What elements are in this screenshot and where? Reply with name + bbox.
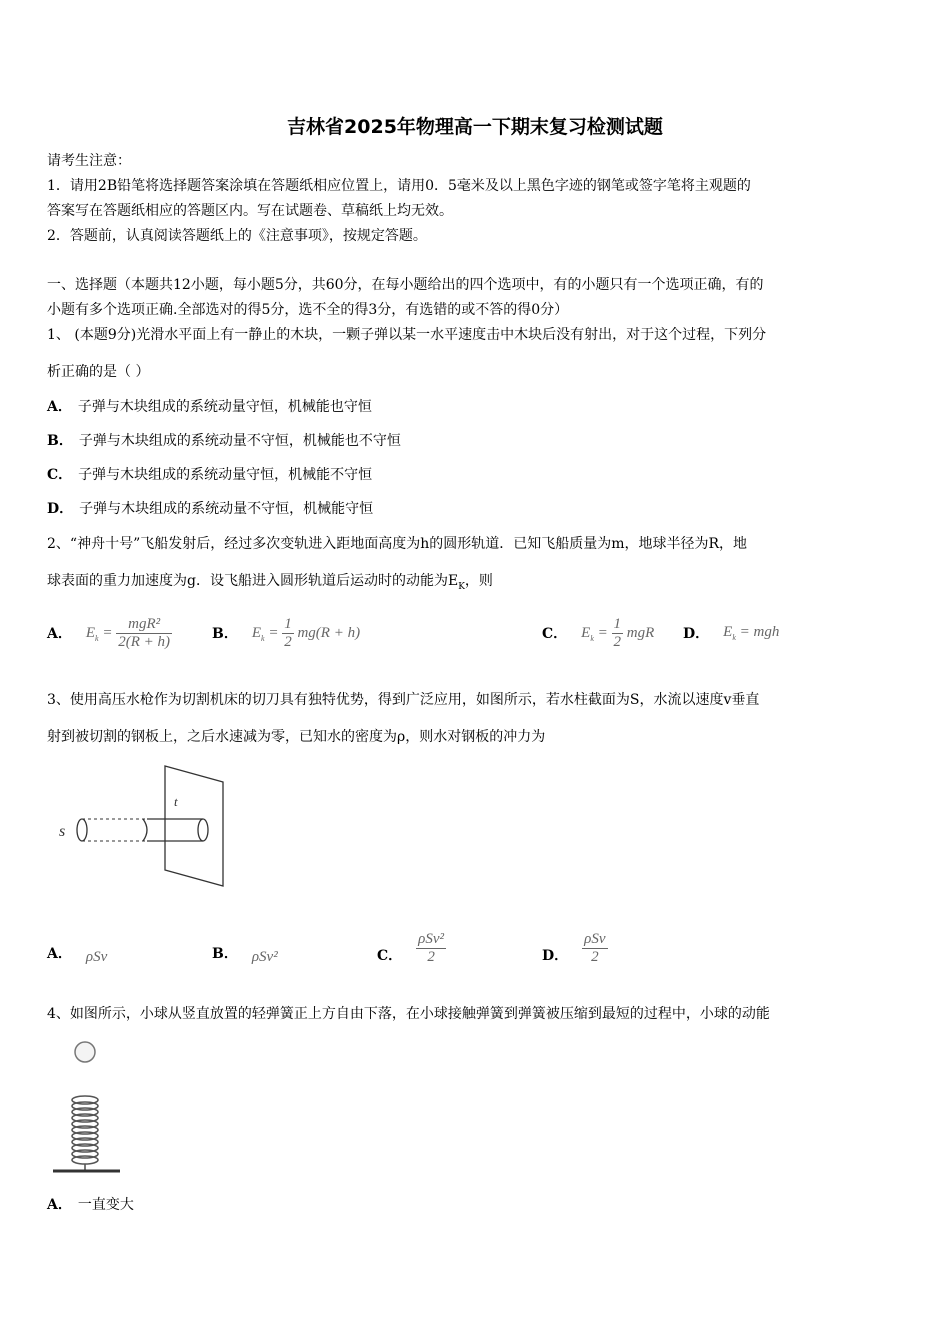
q1-option-a — [47, 397, 907, 417]
formula-sub: k — [261, 633, 265, 643]
formula-eq: = — [102, 624, 113, 641]
option-formula — [416, 931, 446, 966]
section-intro-line-1: 一、选择题（本题共12小题，每小题5分，共60分，在每小题给出的四个选项中，有的小题只有一个选项正确，有的 — [47, 277, 764, 293]
formula-eq: = — [739, 624, 750, 640]
option-text: 子弹与木块组成的系统动量守恒，机械能不守恒 — [78, 467, 373, 483]
fraction-denominator: 2 — [284, 633, 292, 650]
q2-stem-end: ，则 — [464, 573, 493, 589]
formula-fraction — [116, 616, 172, 651]
q2-option-d — [683, 608, 823, 658]
page-title: 吉林省2025年物理高一下期末复习检测试题 — [287, 116, 663, 138]
formula-lhs: E — [85, 624, 96, 641]
option-letter: A． — [47, 1197, 72, 1213]
option-text: 子弹与木块组成的系统动量不守恒，机械能也不守恒 — [78, 433, 401, 449]
q3-option-b — [212, 928, 362, 978]
formula-lhs: E — [581, 624, 591, 641]
option-text: 一直变大 — [77, 1197, 134, 1213]
option-letter: B． — [212, 946, 238, 962]
formula-eq: = — [597, 624, 608, 641]
option-formula — [581, 616, 654, 651]
q1-option-d — [47, 499, 907, 519]
q3-option-a — [47, 928, 197, 978]
formula-lhs: E — [723, 624, 733, 640]
jet-end-ellipse — [198, 819, 208, 841]
fraction-numerator: 1 — [613, 615, 622, 632]
option-letter: A． — [47, 626, 72, 642]
fraction-denominator: 2 — [591, 948, 599, 965]
option-formula — [86, 616, 172, 651]
fraction-numerator: ρSv — [584, 930, 606, 947]
q3-option-d — [542, 920, 692, 976]
formula-rest: mgh — [753, 624, 780, 640]
q4-stem-line-1: 4、如图所示，小球从竖直放置的轻弹簧正上方自由下落，在小球接触弹簧到弹簧被压缩到最短的过程中，小球的动能 — [47, 1006, 770, 1022]
q2-option-a — [47, 608, 217, 658]
option-letter: D． — [683, 626, 710, 642]
option-letter: C． — [47, 467, 73, 483]
fraction-numerator: mgR² — [116, 616, 172, 634]
q2-stem-text: 球表面的重力加速度为g．设飞船进入圆形轨道后运动时的动能为E — [47, 573, 459, 589]
q1-option-b — [47, 431, 907, 451]
formula-fraction — [282, 616, 294, 651]
formula-sub: k — [732, 633, 736, 642]
fraction-denominator: 2 — [427, 948, 435, 965]
fraction-denominator: 2(R + h) — [118, 633, 171, 650]
option-letter: A． — [47, 946, 72, 962]
option-letter: B． — [212, 626, 238, 642]
steel-plate — [165, 766, 223, 886]
formula-lhs: E — [251, 624, 262, 641]
option-formula: ρSv — [85, 948, 108, 965]
notice-item-1-line-2: 答案写在答题纸相应的答题区内。写在试题卷、草稿纸上均无效。 — [47, 203, 453, 219]
option-formula — [252, 616, 360, 651]
q4-option-a — [47, 1195, 907, 1215]
section-intro-line-2: 小题有多个选项正确.全部选对的得5分，选不全的得3分，有选错的或不答的得0分） — [47, 302, 569, 318]
jet-start-ellipse — [77, 819, 87, 841]
water-jet-figure — [55, 762, 235, 892]
jet-section-arc — [143, 819, 147, 841]
q2-option-b — [212, 608, 462, 658]
q2-stem-line-1: 2、“神舟十号”飞船发射后，经过多次变轨进入距地面高度为h的圆形轨道．已知飞船质量为m，地球半径为R，地 — [47, 536, 748, 552]
formula-fraction — [612, 616, 624, 651]
formula-rest: mgR — [626, 624, 655, 641]
q2-option-c — [542, 608, 682, 658]
option-letter: B． — [47, 433, 73, 449]
notice-item-1-line-1: 1．请用2B铅笔将选择题答案涂填在答题纸相应位置上，请用0．5毫米及以上黑色字迹的钢笔或签字笔将主观题的 — [47, 178, 751, 194]
fraction-denominator: 2 — [613, 633, 622, 650]
option-letter: C． — [377, 948, 403, 964]
q2-stem-line-2 — [47, 571, 907, 597]
option-text: 子弹与木块组成的系统动量守恒，机械能也守恒 — [77, 399, 372, 415]
label-s: s — [59, 823, 66, 840]
option-letter: A． — [47, 399, 72, 415]
spring-icon — [72, 1096, 98, 1170]
fraction-numerator: 1 — [284, 615, 292, 632]
q3-stem-line-1: 3、使用高压水枪作为切割机床的切刀具有独特优势，得到广泛应用，如图所示，若水柱截面为S，水流以速度v垂直 — [47, 692, 760, 708]
option-formula: ρSv² — [251, 948, 278, 965]
option-formula — [582, 931, 607, 966]
notice-heading: 请考生注意： — [47, 153, 131, 169]
spring-ball-figure — [50, 1038, 130, 1178]
q1-stem-line-1: 1、 (本题9分)光滑水平面上有一静止的木块，一颗子弹以某一水平速度击中木块后没有射出，对于这个过程，下列分 — [47, 327, 767, 343]
ball-icon — [75, 1042, 95, 1062]
fraction-numerator: ρSv² — [418, 930, 445, 947]
option-letter: C． — [542, 626, 568, 642]
option-formula — [723, 624, 779, 642]
option-letter: D． — [542, 948, 569, 964]
q1-option-c — [47, 465, 907, 485]
label-t: t — [174, 794, 178, 809]
option-text: 子弹与木块组成的系统动量不守恒，机械能守恒 — [79, 501, 374, 517]
option-letter: D． — [47, 501, 74, 517]
formula-rest: mg(R + h) — [297, 624, 361, 641]
formula-sub: k — [590, 633, 594, 643]
q1-stem-line-2: 析正确的是（ ） — [47, 364, 150, 380]
formula-eq: = — [268, 624, 279, 641]
q3-stem-line-2: 射到被切割的钢板上，之后水速减为零，已知水的密度为ρ，则水对钢板的冲力为 — [47, 729, 546, 745]
q3-option-c — [377, 920, 527, 976]
q2-stem-sub: K — [458, 581, 465, 592]
formula-sub: k — [95, 633, 99, 643]
notice-item-2: 2．答题前，认真阅读答题纸上的《注意事项》，按规定答题。 — [47, 228, 427, 244]
